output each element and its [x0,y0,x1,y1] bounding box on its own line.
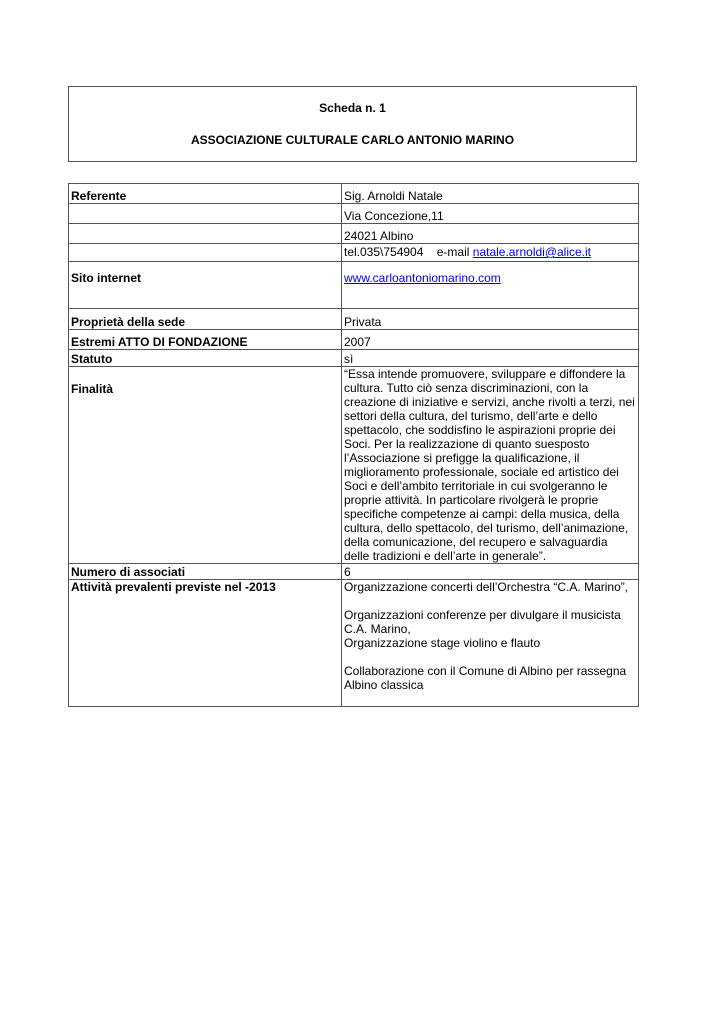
statuto-value: sì [342,350,639,367]
table-row [69,204,639,224]
attivita-line-3: Organizzazione stage violino e flauto [344,636,541,650]
info-table [68,183,639,707]
referente-city: 24021 Albino [342,224,639,244]
table-row [69,564,639,580]
table-row [69,580,639,707]
attivita-value [342,580,639,707]
atto-value: 2007 [342,330,639,350]
association-title: ASSOCIAZIONE CULTURALE CARLO ANTONIO MARINO [190,133,515,147]
table-row [69,309,639,330]
proprieta-label: Proprietà della sede [69,309,342,330]
table-row [69,224,639,244]
sito-label: Sito internet [69,262,342,309]
referente-label: Referente [69,184,342,204]
attivita-label: Attività prevalenti previste nel -2013 [69,580,342,707]
table-row [69,244,639,262]
table-row [69,184,639,204]
table-row [69,330,639,350]
attivita-line-2: Organizzazioni conferenze per divulgare il musicista C.A. Marino, [344,608,621,636]
table-row [69,262,639,309]
scheda-number: Scheda n. 1 [319,101,386,115]
website-link[interactable]: www.carloantoniomarino.com [344,271,501,285]
referente-name: Sig. Arnoldi Natale [342,184,639,204]
attivita-line-4: Collaborazione con il Comune di Albino per rassegna Albino classica [344,664,627,692]
finalita-value: “Essa intende promuovere, sviluppare e diffondere la cultura. Tutto ciò senza discriminazioni, con la creazione di iniziative e servizi, anche rivolti a terzi, nei settori della cultura, del turismo, dell’arte e dello spettacolo, che soddisfino le aspirazioni proprie dei Soci. Per la realizzazione di quanto suesposto l’Associazione si prefigge la qualificazione, il miglioramento professionale, sociale ed artistico dei Soci e dell’ambito territoriale in cui svolgeranno le proprie attività. In particolare rivolgerà le proprie specifiche competenze ai campi: della musica, della cultura, dello spettacolo, del turismo, dell’animazione, della comunicazione, del recupero e salvaguardia delle tradizioni e dell’arte in generale”. [342,367,639,564]
table-row [69,350,639,367]
email-label: e-mail [436,245,470,259]
proprieta-value: Privata [342,309,639,330]
referente-contacts [342,244,639,262]
referente-phone: tel.035\754904 [344,245,424,259]
table-row [69,367,639,564]
atto-label: Estremi ATTO DI FONDAZIONE [69,330,342,350]
email-link[interactable]: natale.arnoldi@alice.it [472,245,592,259]
header-box [68,86,637,162]
referente-address: Via Concezione,11 [342,204,639,224]
statuto-label: Statuto [69,350,342,367]
associati-value: 6 [342,564,639,580]
finalita-label: Finalità [69,367,342,564]
attivita-line-1: Organizzazione concerti dell’Orchestra “C.A. Marino”, [344,580,629,594]
associati-label: Numero di associati [69,564,342,580]
